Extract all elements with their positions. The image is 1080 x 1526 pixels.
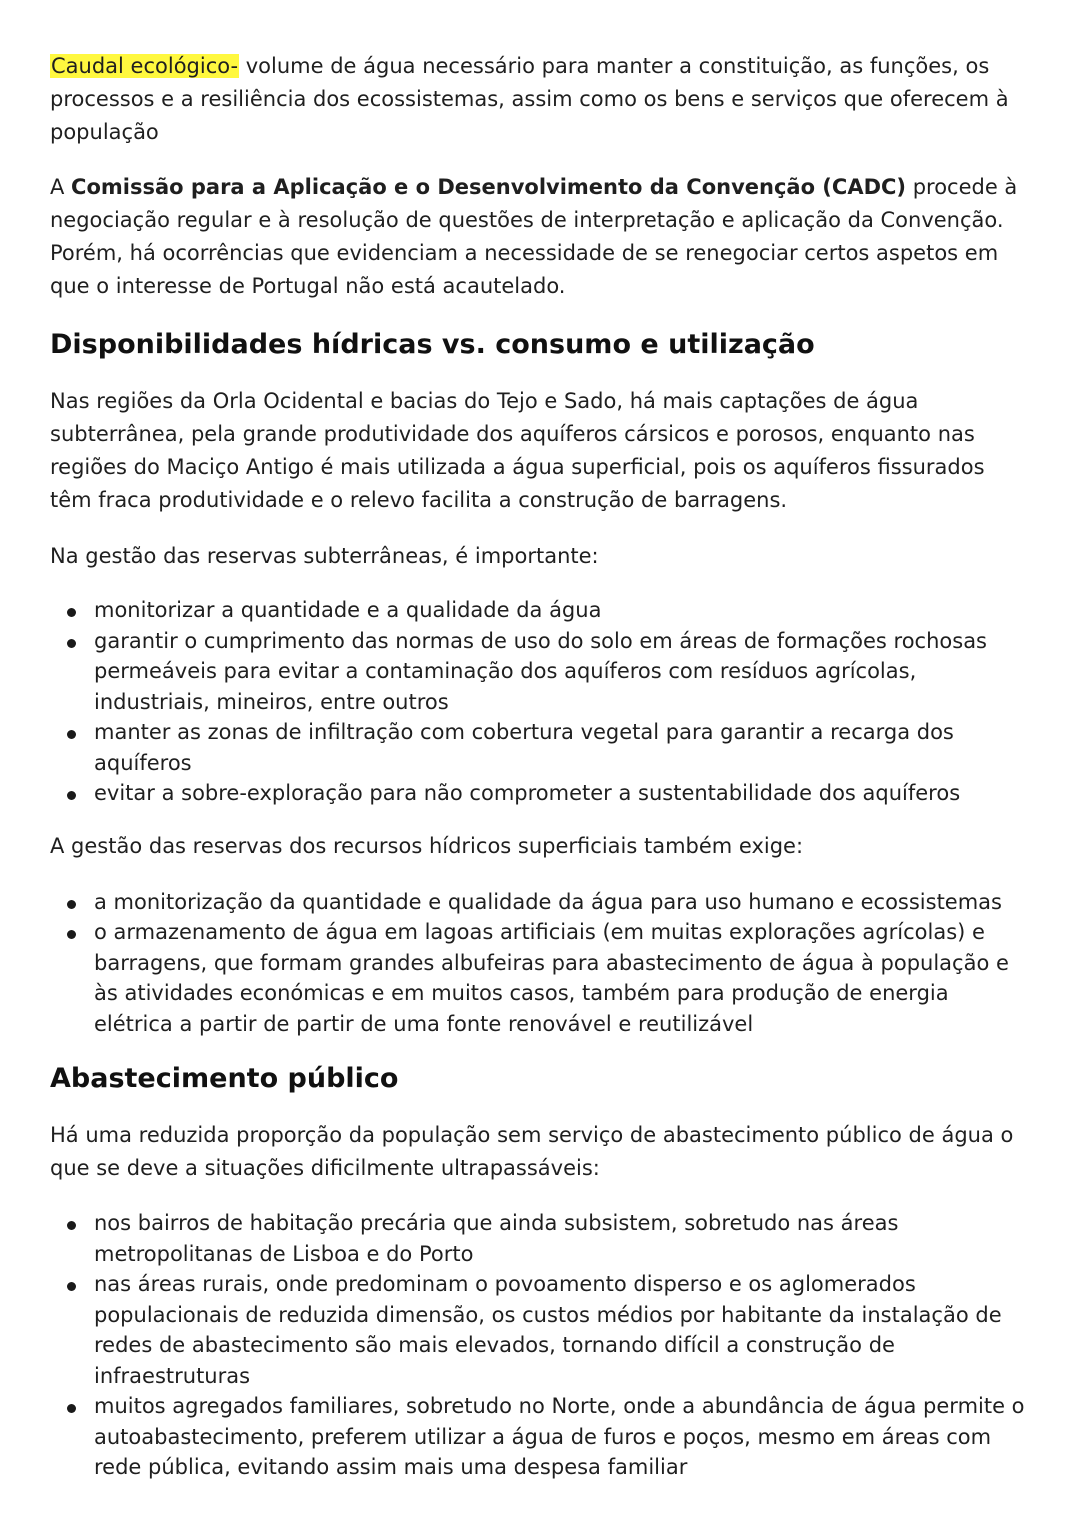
- groundwater-list: [50, 595, 1030, 809]
- section-heading-abastecimento: Abastecimento público: [50, 1063, 399, 1094]
- list-item: monitorizar a quantidade e a qualidade da água: [94, 595, 1030, 626]
- groundwater-intro: Na gestão das reservas subterrâneas, é importante:: [50, 544, 599, 568]
- public-supply-list: [50, 1208, 1030, 1483]
- list-item: a monitorização da quantidade e qualidade da água para uso humano e ecossistemas: [94, 887, 1030, 918]
- regions-paragraph: Nas regiões da Orla Ocidental e bacias do Tejo e Sado, há mais captações de água subterrânea, pela grande produtividade dos aquíferos cársicos e porosos, enquanto nas regiões do Maciço Antigo é mais utilizada a água superficial, pois os aquíferos fissurados têm fraca produtividade e o relevo facilita a construção de barragens.: [50, 389, 985, 512]
- public-supply-paragraph: Há uma reduzida proporção da população sem serviço de abastecimento público de água o que se deve a situações dificilmente ultrapassáveis:: [50, 1123, 1014, 1180]
- list-item: o armazenamento de água em lagoas artificiais (em muitas explorações agrícolas) e barragens, que formam grandes albufeiras para abastecimento de água à população e às atividades económicas e em muitos casos, também para produção de energia elétrica a partir de partir de uma fonte renovável e reutilizável: [94, 917, 1030, 1039]
- list-item: nos bairros de habitação precária que ainda subsistem, sobretudo nas áreas metropolitanas de Lisboa e do Porto: [94, 1208, 1030, 1269]
- cadc-prefix: A: [50, 175, 72, 199]
- surface-water-intro: A gestão das reservas dos recursos hídricos superficiais também exige:: [50, 833, 804, 858]
- cadc-text: procede à negociação regular e à resolução de questões de interpretação e aplicação da Convenção. Porém, há ocorrências que evidenciam a necessidade de se renegociar certos aspetos em que o interesse de Portugal não está acautelado.: [50, 175, 1018, 298]
- caudal-definition-text: volume de água necessário para manter a constituição, as funções, os processos e a resiliência dos ecossistemas, assim como os bens e serviços que oferecem à população: [50, 54, 1009, 144]
- highlighted-term: Caudal ecológico-: [51, 54, 239, 78]
- list-item: manter as zonas de infiltração com cobertura vegetal para garantir a recarga dos aquíferos: [94, 717, 1030, 778]
- caudal-definition-paragraph: [50, 50, 1030, 149]
- list-item: evitar a sobre-exploração para não comprometer a sustentabilidade dos aquíferos: [94, 778, 1030, 809]
- cadc-paragraph: [50, 171, 1030, 303]
- section-heading-disponibilidades: Disponibilidades hídricas vs. consumo e utilização: [50, 329, 815, 360]
- surface-water-list: [50, 887, 1030, 1040]
- cadc-name: Comissão para a Aplicação e o Desenvolvimento da Convenção (CADC): [71, 175, 907, 199]
- list-item: nas áreas rurais, onde predominam o povoamento disperso e os aglomerados populacionais de reduzida dimensão, os custos médios por habitante da instalação de redes de abastecimento são mais elevados, tornando difícil a construção de infraestruturas: [94, 1269, 1030, 1391]
- list-item: muitos agregados familiares, sobretudo no Norte, onde a abundância de água permite o autoabastecimento, preferem utilizar a água de furos e poços, mesmo em áreas com rede pública, evitando assim mais uma despesa familiar: [94, 1391, 1030, 1483]
- list-item: garantir o cumprimento das normas de uso do solo em áreas de formações rochosas permeáveis para evitar a contaminação dos aquíferos com resíduos agrícolas, industriais, mineiros, entre outros: [94, 626, 1030, 718]
